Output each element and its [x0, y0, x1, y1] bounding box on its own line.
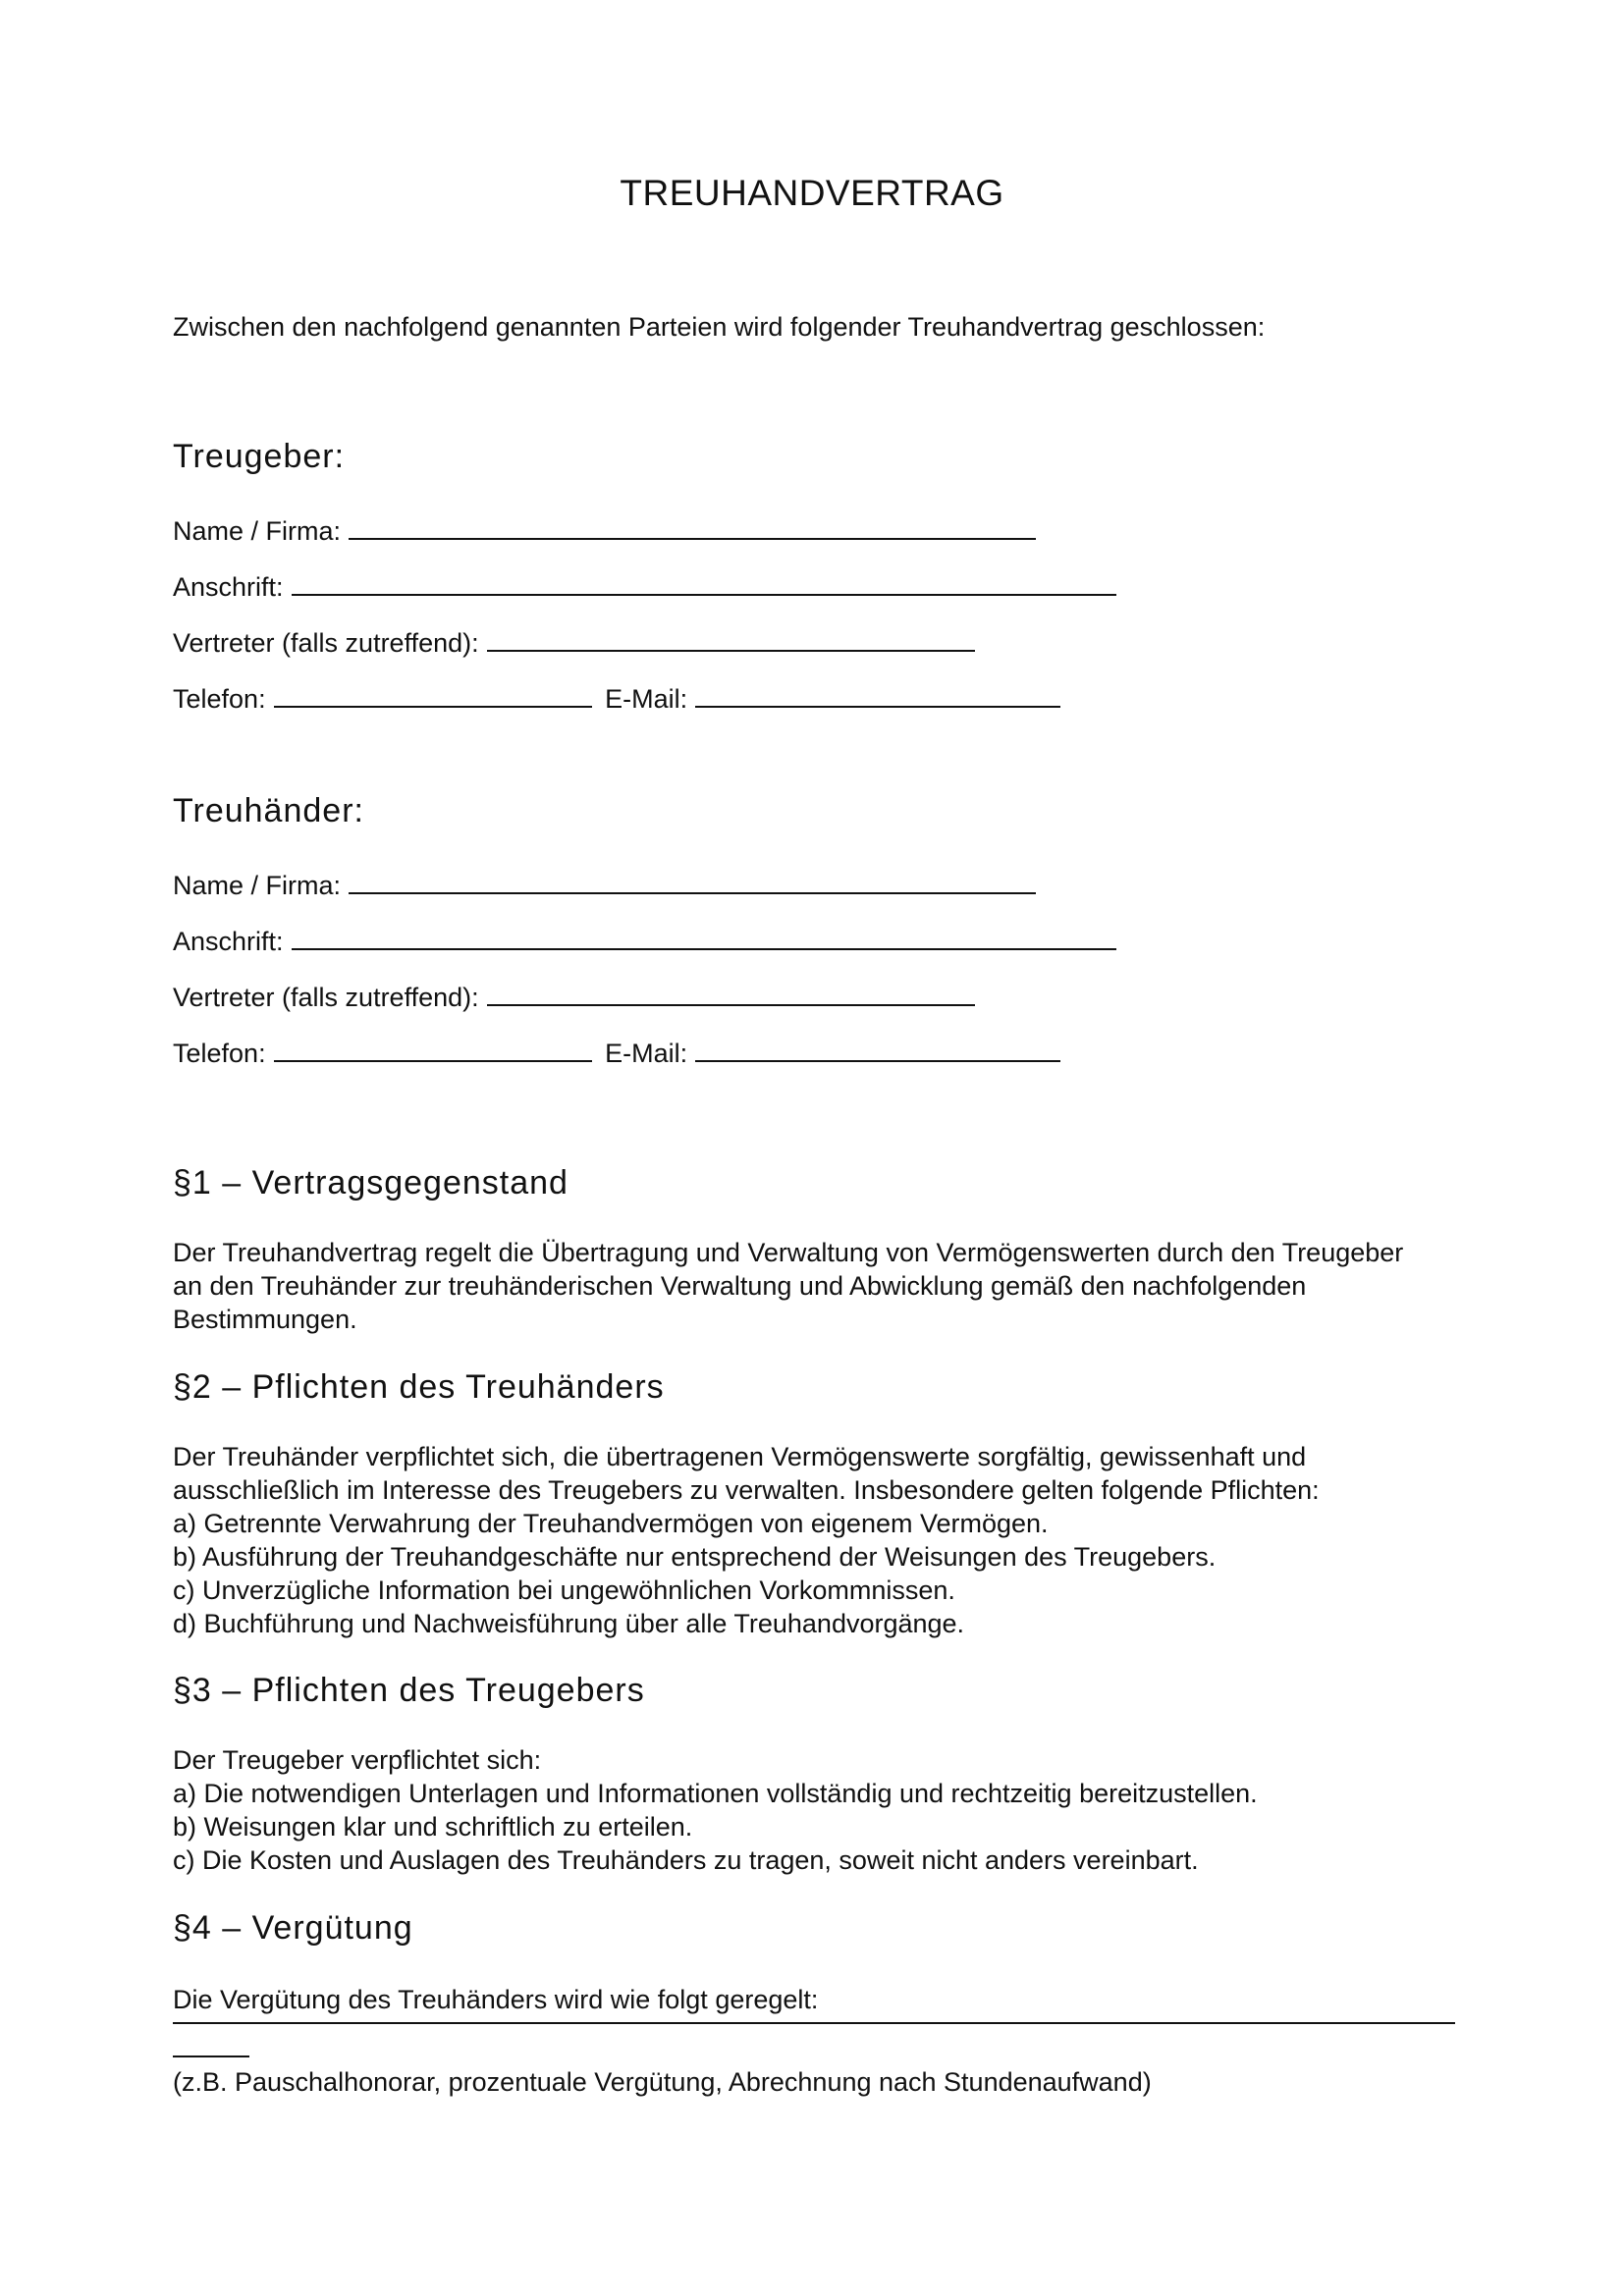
section-3-line: b) Weisungen klar und schriftlich zu erteilen. [173, 1812, 693, 1842]
section-1-body [173, 1236, 1459, 1336]
document-title: TREUHANDVERTRAG [620, 173, 1004, 213]
section-4-note: (z.B. Pauschalhonorar, prozentuale Vergütung, Abrechnung nach Stundenaufwand) [173, 2067, 1152, 2097]
section-4-text: Die Vergütung des Treuhänders wird wie folgt geregelt: [173, 1985, 819, 2014]
treuhaender-heading: Treuhänder: [173, 792, 364, 829]
section-2-line: c) Unverzügliche Information bei ungewöhnlichen Vorkommnissen. [173, 1575, 955, 1605]
treugeber-name-line [349, 514, 1036, 540]
treugeber-phone-label: Telefon: [173, 684, 266, 714]
treuhaender-rep-label: Vertreter (falls zutreffend): [173, 983, 479, 1012]
section-3-heading: §3 – Pflichten des Treugebers [173, 1672, 645, 1709]
treugeber-name-field [173, 514, 1036, 547]
treuhaender-phone-line [274, 1037, 592, 1062]
section-3-line: a) Die notwendigen Unterlagen und Informationen vollständig und rechtzeitig bereitzustellen. [173, 1779, 1258, 1808]
treugeber-phone-line [274, 682, 592, 708]
section-3-line: c) Die Kosten und Auslagen des Treuhänders zu tragen, soweit nicht anders vereinbart. [173, 1845, 1199, 1875]
intro-text: Zwischen den nachfolgend genannten Parteien wird folgender Treuhandvertrag geschlossen: [173, 312, 1266, 342]
section-2-heading: §2 – Pflichten des Treuhänders [173, 1368, 665, 1406]
treuhaender-name-line [349, 869, 1036, 894]
section-3-body [173, 1743, 1459, 1877]
treugeber-rep-field [173, 626, 975, 659]
treuhaender-rep-line [487, 981, 975, 1006]
section-4-fill-line-continued [173, 2056, 249, 2057]
section-2-body [173, 1440, 1459, 1640]
treuhaender-email-label: E-Mail: [605, 1039, 688, 1068]
treuhaender-email-line [695, 1037, 1060, 1062]
section-2-line: b) Ausführung der Treuhandgeschäfte nur entsprechend der Weisungen des Treugebers. [173, 1542, 1217, 1572]
section-4-fill-line [173, 2022, 1455, 2024]
section-2-line: d) Buchführung und Nachweisführung über alle Treuhandvorgänge. [173, 1609, 965, 1638]
treugeber-address-line [292, 570, 1116, 596]
treuhaender-phone-label: Telefon: [173, 1039, 266, 1068]
treugeber-rep-line [487, 626, 975, 652]
treuhaender-name-field [173, 869, 1036, 901]
section-2-line: ausschließlich im Interesse des Treugebers zu verwalten. Insbesondere gelten folgende Pflichten: [173, 1475, 1320, 1505]
section-2-line: Der Treuhänder verpflichtet sich, die übertragenen Vermögenswerte sorgfältig, gewissenhaft und [173, 1442, 1307, 1471]
section-3-line: Der Treugeber verpflichtet sich: [173, 1745, 542, 1775]
treuhaender-contact-field [173, 1037, 1060, 1069]
section-1-heading: §1 – Vertragsgegenstand [173, 1164, 568, 1201]
section-1-line: an den Treuhänder zur treuhänderischen Verwaltung und Abwicklung gemäß den nachfolgenden [173, 1271, 1307, 1301]
treugeber-contact-field [173, 682, 1060, 715]
treugeber-address-label: Anschrift: [173, 572, 284, 602]
treugeber-email-label: E-Mail: [605, 684, 688, 714]
section-4-heading: §4 – Vergütung [173, 1909, 413, 1947]
treuhaender-address-field [173, 925, 1116, 957]
treuhaender-name-label: Name / Firma: [173, 871, 342, 900]
treugeber-rep-label: Vertreter (falls zutreffend): [173, 628, 479, 658]
treugeber-address-field [173, 570, 1116, 603]
section-2-line: a) Getrennte Verwahrung der Treuhandvermögen von eigenem Vermögen. [173, 1509, 1049, 1538]
treugeber-name-label: Name / Firma: [173, 516, 342, 546]
treuhaender-address-label: Anschrift: [173, 927, 284, 956]
treugeber-email-line [695, 682, 1060, 708]
treuhaender-address-line [292, 925, 1116, 950]
treugeber-heading: Treugeber: [173, 438, 346, 475]
section-1-line: Bestimmungen. [173, 1305, 357, 1334]
treuhaender-rep-field [173, 981, 975, 1013]
section-1-line: Der Treuhandvertrag regelt die Übertragung und Verwaltung von Vermögenswerten durch den Treugeber [173, 1238, 1404, 1267]
